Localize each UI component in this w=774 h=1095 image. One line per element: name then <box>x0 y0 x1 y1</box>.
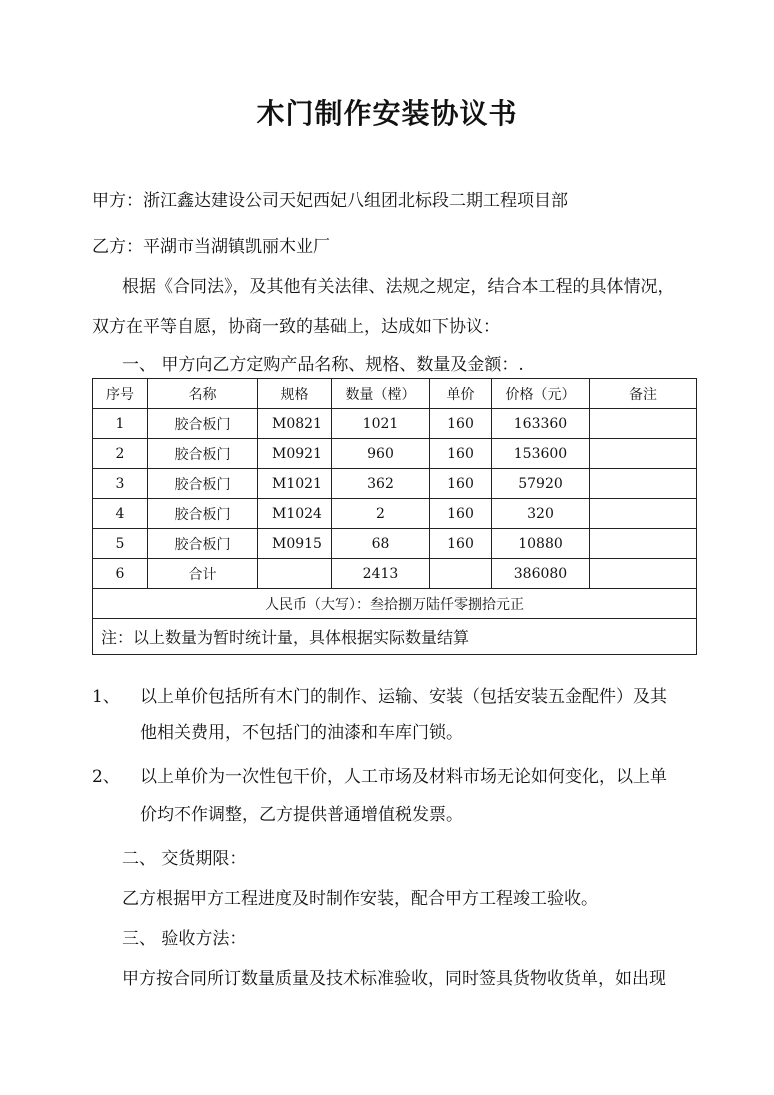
table-row <box>93 409 697 439</box>
table-cell: 胶合板门 <box>148 469 258 499</box>
item-1-line-2: 他相关费用，不包括门的油漆和车库门锁。 <box>140 723 463 743</box>
table-cell: 1 <box>93 409 148 439</box>
table-cell: 胶合板门 <box>148 499 258 529</box>
table-cell: 4 <box>93 499 148 529</box>
header-cell: 单价 <box>430 379 492 409</box>
header-cell: 备注 <box>590 379 697 409</box>
table-cell: 160 <box>430 439 492 469</box>
table-cell: 163360 <box>492 409 590 439</box>
table-cell: M0921 <box>258 439 332 469</box>
table-total-row <box>93 559 697 589</box>
table-cell: M1021 <box>258 469 332 499</box>
table-cell <box>590 409 697 439</box>
item-1-number: 1、 <box>92 687 120 707</box>
header-cell: 价格（元） <box>492 379 590 409</box>
header-cell: 名称 <box>148 379 258 409</box>
table-cell <box>590 529 697 559</box>
table-row <box>93 469 697 499</box>
item-1-line-1: 以上单价包括所有木门的制作、运输、安装（包括安装五金配件）及其 <box>140 687 667 707</box>
table-cell: 960 <box>332 439 430 469</box>
header-cell: 规格 <box>258 379 332 409</box>
table-cell <box>258 559 332 589</box>
table-cell: 3 <box>93 469 148 499</box>
table-header-row <box>93 379 697 409</box>
section-3-heading: 三、 验收方法： <box>122 929 247 949</box>
table-cell: 68 <box>332 529 430 559</box>
table-note-row <box>93 619 697 655</box>
document-title: 木门制作安装协议书 <box>256 97 518 130</box>
item-2-line-1: 以上单价为一次性包干价，人工市场及材料市场无论如何变化，以上单 <box>140 767 667 787</box>
table-cell: M0821 <box>258 409 332 439</box>
table-cell: 160 <box>430 499 492 529</box>
table-cell: 1021 <box>332 409 430 439</box>
intro-line-2: 双方在平等自愿，协商一致的基础上，达成如下协议： <box>92 317 500 337</box>
section-2-heading: 二、 交货期限： <box>122 849 247 869</box>
intro-line-1: 根据《合同法》，及其他有关法律、法规之规定，结合本工程的具体情况， <box>122 277 675 297</box>
table-cell: 2 <box>93 439 148 469</box>
table-cell: M1024 <box>258 499 332 529</box>
table-cell: M0915 <box>258 529 332 559</box>
goods-table <box>92 378 697 655</box>
table-cell: 386080 <box>492 559 590 589</box>
table-cell: 合计 <box>148 559 258 589</box>
section-1-heading: 一、 甲方向乙方定购产品名称、规格、数量及金额：. <box>122 355 524 375</box>
table-cell <box>590 559 697 589</box>
table-cell: 320 <box>492 499 590 529</box>
table-row <box>93 439 697 469</box>
table-row <box>93 499 697 529</box>
table-cell <box>590 439 697 469</box>
item-2-line-2: 价均不作调整，乙方提供普通增值税发票。 <box>140 805 463 825</box>
table-rmb-row <box>93 589 697 619</box>
table-cell: 2413 <box>332 559 430 589</box>
table-cell: 160 <box>430 529 492 559</box>
table-row <box>93 529 697 559</box>
table-cell <box>430 559 492 589</box>
table-cell: 6 <box>93 559 148 589</box>
table-cell: 胶合板门 <box>148 529 258 559</box>
table-cell <box>590 469 697 499</box>
party-a: 甲方：浙江鑫达建设公司天妃西妃八组团北标段二期工程项目部 <box>92 191 568 211</box>
table-cell: 胶合板门 <box>148 439 258 469</box>
total-amount-rmb: 人民币（大写）：叁拾捌万陆仟零捌拾元正 <box>93 589 697 619</box>
item-2-number: 2、 <box>92 767 120 787</box>
table-cell <box>590 499 697 529</box>
table-cell: 153600 <box>492 439 590 469</box>
table-cell: 362 <box>332 469 430 499</box>
table-cell: 5 <box>93 529 148 559</box>
section-2-text: 乙方根据甲方工程进度及时制作安装，配合甲方工程竣工验收。 <box>122 889 598 909</box>
header-cell: 序号 <box>93 379 148 409</box>
table-cell: 10880 <box>492 529 590 559</box>
table-cell: 160 <box>430 469 492 499</box>
party-b: 乙方：平湖市当湖镇凯丽木业厂 <box>92 237 330 257</box>
table-cell: 160 <box>430 409 492 439</box>
header-cell: 数量（樘） <box>332 379 430 409</box>
table-note: 注：以上数量为暂时统计量，具体根据实际数量结算 <box>93 619 697 655</box>
table-cell: 胶合板门 <box>148 409 258 439</box>
table-cell: 2 <box>332 499 430 529</box>
section-3-text: 甲方按合同所订数量质量及技术标准验收，同时签具货物收货单，如出现 <box>122 969 666 989</box>
table-cell: 57920 <box>492 469 590 499</box>
